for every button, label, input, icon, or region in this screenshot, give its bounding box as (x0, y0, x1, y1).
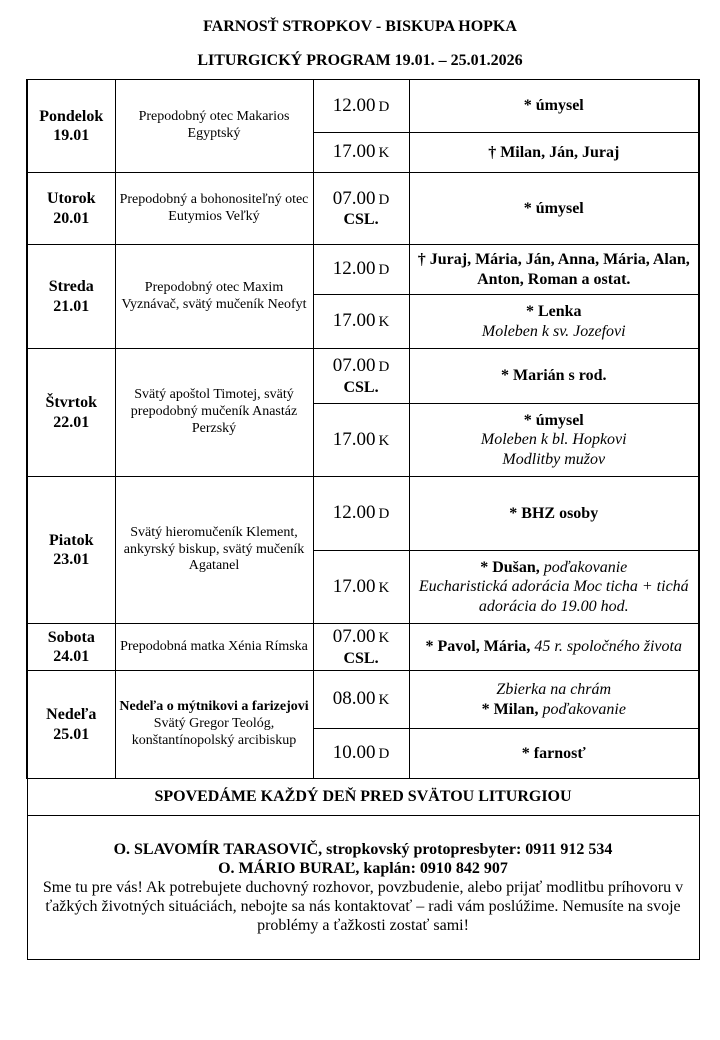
service-time: 12.00 (332, 258, 376, 280)
day-date: 19.01 (53, 127, 90, 144)
saint-name: Svätý apoštol Timotej, svätý prepodobný mučeník Anastáz Perzský (130, 387, 298, 436)
intention-cell (409, 671, 699, 729)
time-cell (313, 477, 409, 551)
intention-cell (409, 173, 699, 245)
service-code: K (378, 630, 390, 646)
feast-title: Nedeľa o mýtnikovi a farizejovi (119, 699, 309, 715)
service-row (27, 671, 699, 729)
schedule-table (26, 79, 700, 960)
service-code: K (378, 692, 390, 709)
service-language: CSL. (343, 211, 379, 229)
service-language: CSL. (343, 378, 379, 396)
day-date: 21.01 (53, 297, 90, 315)
schedule-body (27, 80, 699, 779)
page-title: FARNOSŤ STROPKOV - BISKUPA HOPKA (203, 18, 517, 35)
service-row (27, 245, 699, 295)
service-code: D (378, 746, 390, 763)
service-row (27, 477, 699, 551)
day-name: Sobota (47, 628, 95, 646)
intention-text: † Milan, Ján, Juraj (488, 143, 620, 161)
day-name: Nedeľa (46, 706, 97, 724)
day-cell (27, 173, 115, 245)
intention-text: * Milan, (481, 700, 543, 718)
saint-cell (115, 245, 313, 349)
day-cell (27, 477, 115, 624)
service-row (27, 349, 699, 404)
time-cell (313, 295, 409, 349)
intention-cell (409, 404, 699, 477)
service-time: 17.00 (332, 141, 376, 163)
intention-text: * úmysel (523, 97, 584, 115)
day-name: Utorok (46, 190, 96, 208)
service-code: K (378, 314, 390, 331)
service-time: 12.00 (332, 94, 376, 116)
page-subtitle: LITURGICKÝ PROGRAM 19.01. – 25.01.2026 (197, 52, 523, 69)
day-date: 20.01 (53, 209, 90, 227)
intention-text: † Juraj, Mária, Ján, Anna, Mária, Alan, Anton, Roman a ostat. (417, 251, 690, 288)
day-name: Piatok (49, 531, 94, 549)
day-cell (27, 245, 115, 349)
time-cell (313, 404, 409, 477)
service-time: 08.00 (332, 688, 376, 710)
time-cell (313, 173, 409, 245)
intention-cell (409, 729, 699, 779)
contact-row (27, 816, 699, 960)
day-date: 25.01 (53, 725, 90, 743)
saint-cell (115, 349, 313, 477)
time-cell (313, 133, 409, 173)
service-code: K (378, 145, 390, 162)
intention-text: Moleben k bl. Hopkovi (480, 431, 627, 449)
saint-name: Prepodobná matka Xénia Rímska (120, 638, 308, 654)
saint-name: Svätý hieromučeník Klement, ankyrský biskup, svätý mučeník Agatanel (123, 524, 305, 574)
intention-text: poďakovanie (542, 700, 626, 718)
day-name: Štvrtok (45, 394, 98, 412)
intention-text: * Marián s rod. (501, 367, 607, 385)
intention-text: Zbierka na chrám (496, 681, 612, 699)
service-row (27, 624, 699, 671)
intention-text: Eucharistická adorácia Moc ticha + tichá adorácia do 19.00 hod. (418, 578, 689, 615)
time-cell (313, 729, 409, 779)
intention-cell (409, 295, 699, 349)
time-cell (313, 624, 409, 671)
service-language: CSL. (343, 649, 379, 667)
day-date: 24.01 (53, 648, 90, 665)
service-code: D (378, 98, 390, 115)
confession-note: SPOVEDÁME KAŽDÝ DEŇ PRED SVÄTOU LITURGIOU (27, 779, 699, 816)
service-time: 07.00 (332, 355, 376, 376)
intention-cell (409, 624, 699, 671)
service-time: 07.00 (332, 626, 376, 647)
time-cell (313, 551, 409, 624)
intention-text: * Lenka (525, 303, 582, 321)
service-code: D (378, 191, 390, 208)
intention-text: 45 r. spoločného života (534, 638, 682, 656)
service-time: 17.00 (332, 310, 376, 332)
intention-text: Moleben k sv. Jozefovi (481, 322, 626, 340)
time-cell (313, 349, 409, 404)
service-time: 12.00 (332, 502, 376, 524)
saint-cell (115, 477, 313, 624)
service-code: D (378, 359, 390, 375)
saint-cell (115, 80, 313, 173)
saint-name: Prepodobný otec Maxim Vyznávač, svätý mučeník Neofyt (121, 279, 307, 312)
service-time: 17.00 (332, 575, 376, 597)
day-name: Streda (48, 278, 94, 296)
day-cell (27, 624, 115, 671)
intention-text: * Pavol, Mária, (425, 638, 535, 656)
intention-text: poďakovanie (543, 559, 628, 577)
time-cell (313, 80, 409, 133)
saint-cell (115, 624, 313, 671)
intention-cell (409, 349, 699, 404)
intention-text: * farnosť (521, 744, 586, 762)
intention-text: * úmysel (523, 412, 584, 430)
intention-text: Modlitby mužov (502, 450, 606, 468)
intention-cell (409, 477, 699, 551)
confession-row (27, 779, 699, 816)
time-cell (313, 245, 409, 295)
service-code: D (378, 262, 390, 279)
intention-text: * BHZ osoby (509, 504, 599, 522)
intention-text: * Dušan, (480, 559, 544, 577)
intention-cell (409, 80, 699, 133)
service-time: 10.00 (332, 742, 376, 764)
day-name: Pondelok (39, 107, 104, 125)
contact-box (27, 816, 699, 960)
time-cell (313, 671, 409, 729)
service-row (27, 80, 699, 133)
service-code: D (378, 506, 390, 523)
service-time: 07.00 (332, 187, 376, 209)
service-code: K (378, 432, 390, 449)
day-cell (27, 349, 115, 477)
intention-cell (409, 551, 699, 624)
contact-message: Sme tu pre vás! Ak potrebujete duchovný rozhovor, povzbudenie, alebo prijať modlitbu príhovoru v ťažkých životných situáciách, nebojte sa nás kontaktovať – radi vám poslúžime. Nemusíte na svoje problémy a ťažkosti zostať sami! (42, 878, 684, 935)
saint-name: Prepodobný otec Makarios Egyptský (138, 109, 290, 141)
service-time: 17.00 (332, 428, 376, 450)
saint-cell (115, 173, 313, 245)
saint-name: Svätý Gregor Teológ, konštantínopolský arcibiskup (131, 716, 297, 748)
priest-2-contact: O. MÁRIO BURAĽ, kaplán: 0910 842 907 (218, 859, 508, 877)
saint-name: Prepodobný a bohonositeľný otec Eutymios Veľký (119, 191, 309, 224)
priest-1-contact: O. SLAVOMÍR TARASOVIČ, stropkovský protopresbyter: 0911 912 534 (113, 840, 613, 858)
service-row (27, 173, 699, 245)
intention-text: * úmysel (523, 199, 584, 217)
intention-cell (409, 245, 699, 295)
saint-cell (115, 671, 313, 779)
day-date: 23.01 (53, 551, 90, 568)
service-code: K (378, 579, 390, 596)
day-date: 22.01 (53, 413, 90, 431)
day-cell (27, 80, 115, 173)
day-cell (27, 671, 115, 779)
intention-cell (409, 133, 699, 173)
